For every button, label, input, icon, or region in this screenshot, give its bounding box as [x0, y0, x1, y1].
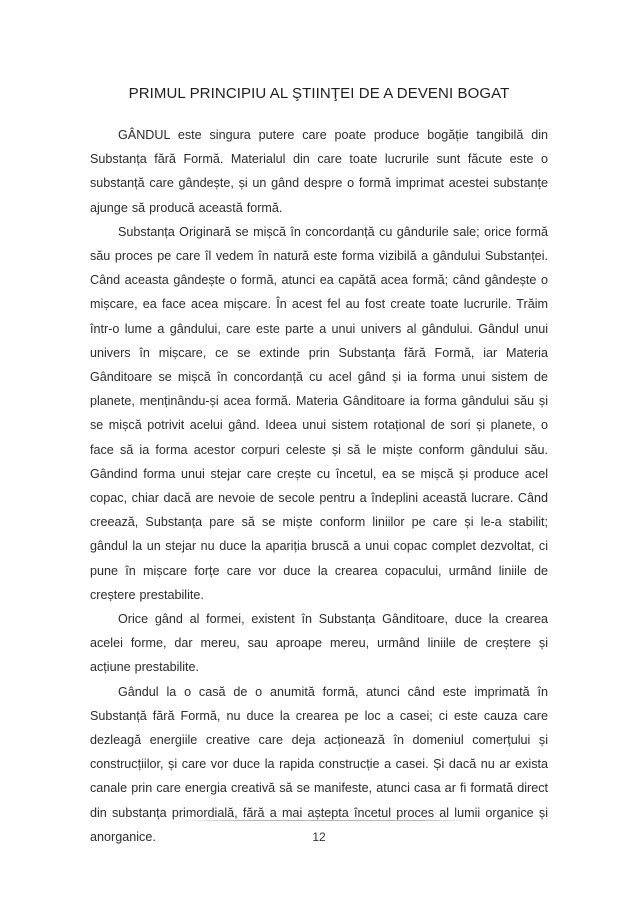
paragraph-4: Gândul la o casă de o anumită formă, atunci când este imprimată în Substanță fără Formă, nu duce la crearea pe loc a casei; ci este cauza care dezleagă energiile creative care deja acționează în domeniul comerțului și construcțiilor, și care vor duce la rapida construcție a casei. Și dacă nu ar exista canale prin care energia creativă să se manifeste, atunci casa ar fi formată direct din substanța primordială, fără a mai aștepta încetul proces al lumii organice și anorganice.	[90, 684, 548, 844]
chapter-title: PRIMUL PRINCIPIU AL ŞTIINŢEI DE A DEVENI BOGAT	[128, 85, 510, 102]
body-text	[90, 123, 548, 849]
paragraph-2: Substanța Originară se mișcă în concordanță cu gândurile sale; orice formă său proces pe care îl vedem în natură este forma vizibilă a gândului Substanței. Când aceasta gândește o formă, atunci ea capătă acea formă; când gândește o mișcare, ea face acea mișcare. În acest fel au fost create toate lucrurile. Trăim într-o lume a gândului, care este parte a unui univers al gândului. Gândul unui univers în mișcare, ce se extinde prin Substanța fără Formă, iar Materia Gânditoare se mișcă în concordanță cu acel gând și ia forma unui sistem de planete, menținându-și acea formă. Materia Gânditoare ia forma gândului său și se mișcă potrivit acelui gând. Ideea unui sistem rotațional de sori și planete, o face să ia forma acestor corpuri celeste și să le miște conform gândului său. Gândind forma unui stejar care crește cu încetul, ea se mișcă și produce acel copac, chiar dacă are nevoie de secole pentru a îndeplini această lucrare. Când creează, Substanța pare să se miște conform liniilor pe care și le-a stabilit; gândul la un stejar nu duce la apariția bruscă a unui copac complet dezvoltat, ci pune în mișcare forțe care vor duce la crearea copacului, urmând liniile de creștere prestabilite.	[90, 224, 548, 602]
footer-divider	[180, 820, 478, 821]
paragraph-3: Orice gând al formei, existent în Substanța Gânditoare, duce la crearea acelei forme, dar mereu, sau aproape mereu, urmând liniile de creștere și acțiune prestabilite.	[90, 612, 548, 675]
page-number: 12	[312, 830, 326, 844]
paragraph-1: GÂNDUL este singura putere care poate produce bogăție tangibilă din Substanța fără Formă. Materialul din care toate lucrurile sunt făcute este o substanță care gândește, și un gând despre o formă imprimat acestei substanțe ajunge să producă această formă.	[90, 128, 548, 215]
